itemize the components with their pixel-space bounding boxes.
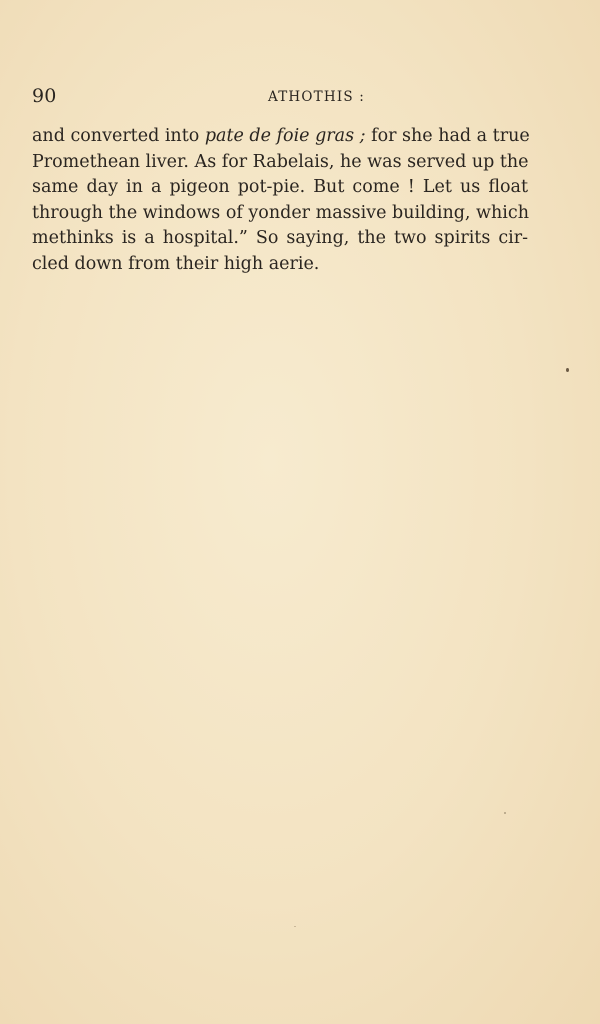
running-title: ATHOTHIS : [268, 89, 366, 105]
paper-speck [504, 812, 506, 814]
page-number: 90 [32, 85, 57, 107]
paper-speck [566, 368, 569, 372]
text-line-3: same day in a pigeon pot-pie. But come ! Let us float [32, 177, 528, 197]
page-header [32, 84, 528, 108]
paper-speck [294, 926, 296, 927]
text-line-1: and converted into pate de foie gras ; for she had a true [32, 126, 530, 146]
text-line-2: Promethean liver. As for Rabelais, he was served up the [32, 151, 529, 172]
italic-phrase: pate de foie gras ; [204, 126, 366, 146]
text-line-5: methinks is a hospital.” So saying, the two spirits cir- [32, 228, 528, 248]
text-line-4: through the windows of yonder massive building, which [32, 202, 529, 223]
text-line-6: cled down from their high aerie. [32, 253, 320, 274]
body-paragraph [32, 124, 528, 277]
